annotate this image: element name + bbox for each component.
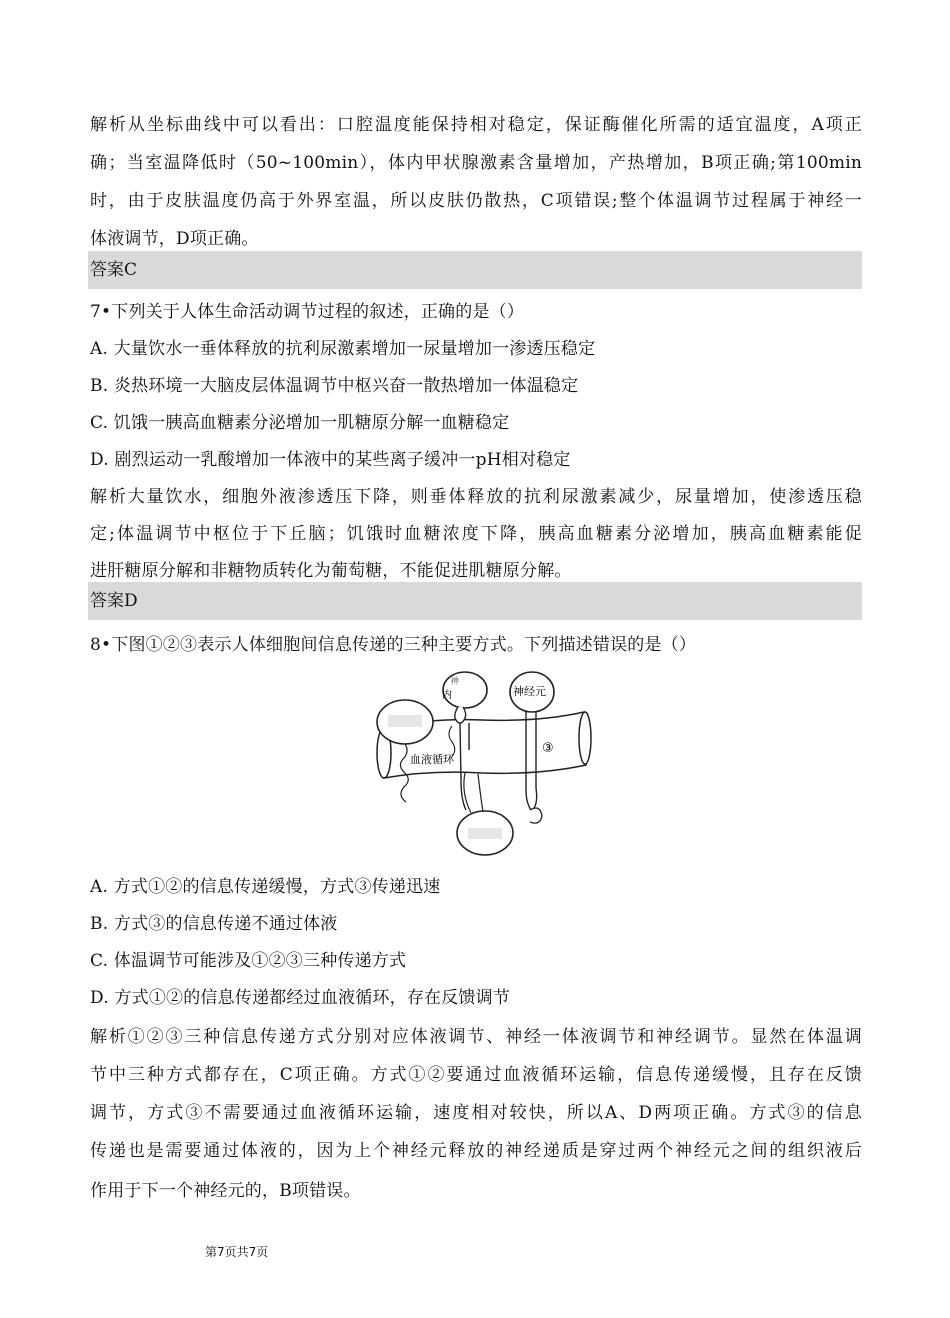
q6-analysis-line-2: 确；当室温降低时（50~100min），体内甲状腺激素含量增加，产热增加，B项正确;第100min — [90, 153, 862, 173]
neuroendocrine-label-top: 神 — [450, 677, 460, 687]
q7-option-c: C. 饥饿一胰高血糖素分泌增加一肌糖原分解一血糖稳定 — [90, 413, 510, 433]
q8-option-b: B. 方式③的信息传递不通过体液 — [90, 914, 338, 934]
q7-analysis-line-2: 定;体温调节中枢位于下丘脑；饥饿时血糖浓度下降，胰高血糖素分泌增加，胰高血糖素能促 — [90, 524, 862, 544]
blood-circulation-label: 血液循环 — [410, 753, 454, 766]
neuroendocrine-label-bottom: 内 — [442, 690, 452, 701]
q7-option-b: B. 炎热环境一大脑皮层体温调节中枢兴奋一散热增加一体温稳定 — [90, 376, 579, 396]
q6-analysis-line-1: 解析从坐标曲线中可以看出：口腔温度能保持相对稳定，保证酶催化所需的适宜温度，A项正 — [90, 115, 862, 135]
q8-analysis-line-5: 作用于下一个神经元的，B项错误。 — [90, 1181, 361, 1201]
q7-answer: 答案D — [88, 582, 862, 620]
q6-analysis-line-3: 时，由于皮肤温度仍高于外界室温，所以皮肤仍散热，C项错误;整个体温调节过程属于神经一 — [90, 191, 862, 211]
q8-option-c: C. 体温调节可能涉及①②③三种传递方式 — [90, 951, 407, 971]
q8-analysis-line-3: 调节，方式③不需要通过血液循环运输，速度相对较快，所以A、D两项正确。方式③的信息 — [90, 1103, 862, 1123]
q7-option-a: A. 大量饮水一垂体释放的抗利尿激素增加一尿量增加一渗透压稳定 — [90, 339, 596, 359]
q8-analysis-line-1: 解析①②③三种信息传递方式分别对应体液调节、神经一体液调节和神经调节。显然在体温调 — [90, 1027, 862, 1047]
q8-analysis-line-2: 节中三种方式都存在，C项正确。方式①②要通过血液循环运输，信息传递缓慢，且存在反馈 — [90, 1065, 862, 1085]
q8-analysis-line-4: 传递也是需要通过体液的，因为上个神经元释放的神经递质是穿过两个神经元之间的组织液后 — [90, 1141, 862, 1161]
pathway-3-label: ③ — [542, 741, 554, 756]
q7-analysis-line-3: 进肝糖原分解和非糖物质转化为葡萄糖，不能促进肌糖原分解。 — [90, 561, 572, 581]
q6-answer: 答案C — [88, 251, 862, 289]
page-footer: 第7页共7页 — [205, 1245, 269, 1259]
cell-signaling-diagram — [370, 670, 594, 860]
q6-analysis-line-4: 体液调节，D项正确。 — [90, 229, 259, 249]
q8-stem: 8•下图①②③表示人体细胞间信息传递的三种主要方式。下列描述错误的是（） — [90, 635, 697, 655]
target-cell — [457, 773, 513, 855]
q7-stem: 7•下列关于人体生命活动调节过程的叙述，正确的是（） — [90, 302, 525, 322]
neuron-label: 神经元 — [513, 685, 546, 698]
q8-option-d: D. 方式①②的信息传递都经过血液循环，存在反馈调节 — [90, 988, 511, 1008]
q8-option-a: A. 方式①②的信息传递缓慢，方式③传递迅速 — [90, 877, 441, 897]
q7-option-d: D. 剧烈运动一乳酸增加一体液中的某些离子缓冲一pH相对稳定 — [90, 450, 571, 470]
q7-analysis-line-1: 解析大量饮水，细胞外液渗透压下降，则垂体释放的抗利尿激素减少，尿量增加，使渗透压稳 — [90, 487, 862, 507]
